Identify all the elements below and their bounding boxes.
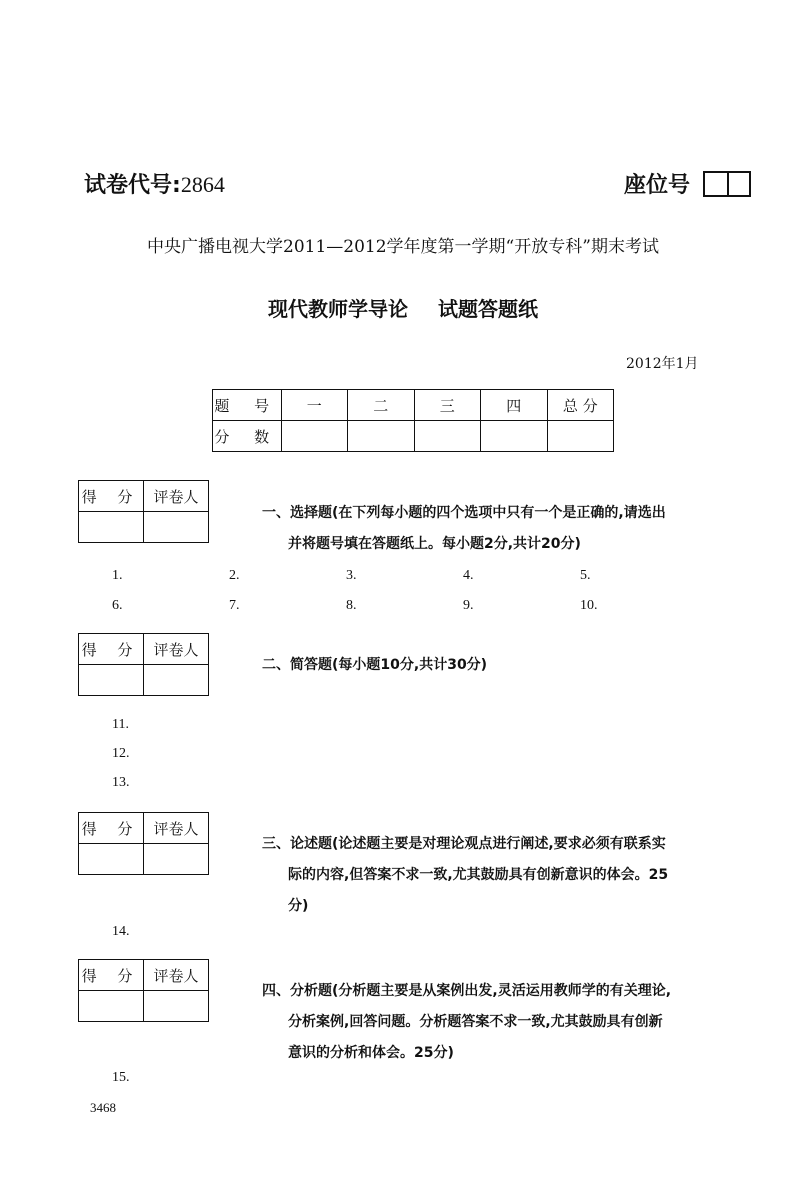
score-table	[212, 389, 614, 452]
grader-label: 评卷人	[144, 813, 209, 844]
score-label: 得 分	[79, 634, 144, 665]
score-table-header-row	[213, 390, 614, 421]
score-header-cell: 四	[481, 390, 547, 421]
grader-input-cell[interactable]	[144, 512, 209, 543]
paper-title	[0, 293, 806, 322]
grader-box-section-2	[78, 633, 209, 696]
grader-box-section-4	[78, 959, 209, 1022]
choice-number: 3.	[346, 568, 357, 583]
choice-number: 9.	[463, 598, 474, 613]
section-1-line-2: 并将题号填在答题纸上。每小题2分,共计20分)	[288, 536, 581, 552]
grader-box-section-3	[78, 812, 209, 875]
score-header-cell: 一	[281, 390, 347, 421]
score-table-score-row	[213, 421, 614, 452]
choice-number: 8.	[346, 598, 357, 613]
grader-input-cell[interactable]	[144, 844, 209, 875]
score-label: 得 分	[79, 960, 144, 991]
section-3-title	[262, 829, 668, 922]
seat-label: 座位号	[624, 173, 691, 198]
section-4-line-3: 意识的分析和体会。25分)	[288, 1045, 454, 1061]
score-input-cell[interactable]	[79, 991, 144, 1022]
short-answer-number: 12.	[112, 746, 130, 761]
score-row-label: 分 数	[213, 421, 282, 452]
score-header-cell: 二	[348, 390, 414, 421]
score-label: 得 分	[79, 481, 144, 512]
seat-number-box[interactable]	[703, 171, 751, 197]
section-1-title	[262, 498, 666, 560]
score-cell[interactable]	[547, 421, 614, 452]
grader-label: 评卷人	[144, 960, 209, 991]
score-cell[interactable]	[348, 421, 414, 452]
paper-code-label: 试卷代号:	[84, 173, 181, 198]
score-header-cell: 三	[414, 390, 480, 421]
paper-code	[84, 168, 225, 199]
sheet-title: 试题答题纸	[438, 297, 538, 321]
section-2-title	[262, 650, 487, 681]
grader-box-section-1	[78, 480, 209, 543]
footer-code: 3468	[90, 1100, 116, 1115]
choice-number: 5.	[580, 568, 591, 583]
exam-date: 2012年1月	[626, 356, 699, 372]
score-header-cell: 总 分	[547, 390, 614, 421]
score-input-cell[interactable]	[79, 665, 144, 696]
grader-label: 评卷人	[144, 481, 209, 512]
choice-number: 1.	[112, 568, 123, 583]
choice-number: 2.	[229, 568, 240, 583]
choice-number: 6.	[112, 598, 123, 613]
grader-label: 评卷人	[144, 634, 209, 665]
section-2-line-1: 二、简答题(每小题10分,共计30分)	[262, 657, 488, 673]
score-header-cell: 题 号	[213, 390, 282, 421]
section-3-line-2: 际的内容,但答案不求一致,尤其鼓励具有创新意识的体会。25	[288, 867, 669, 883]
score-cell[interactable]	[414, 421, 480, 452]
grader-input-cell[interactable]	[144, 665, 209, 696]
paper-code-number: 2864	[180, 172, 225, 197]
choice-number: 7.	[229, 598, 240, 613]
short-answer-number: 13.	[112, 775, 130, 790]
score-cell[interactable]	[481, 421, 547, 452]
score-input-cell[interactable]	[79, 844, 144, 875]
score-cell[interactable]	[281, 421, 347, 452]
short-answer-number: 11.	[112, 717, 129, 732]
section-4-title	[262, 976, 671, 1069]
score-label: 得 分	[79, 813, 144, 844]
grader-input-cell[interactable]	[144, 991, 209, 1022]
choice-number: 10.	[580, 598, 598, 613]
section-3-line-1: 三、论述题(论述题主要是对理论观点进行阐述,要求必须有联系实	[262, 836, 666, 852]
section-1-line-1: 一、选择题(在下列每小题的四个选项中只有一个是正确的,请选出	[262, 505, 666, 521]
section-4-line-1: 四、分析题(分析题主要是从案例出发,灵活运用教师学的有关理论,	[262, 983, 672, 999]
essay-number: 14.	[112, 924, 130, 939]
exam-title: 中央广播电视大学2011—2012学年度第一学期“开放专科”期末考试	[147, 237, 659, 257]
section-4-line-2: 分析案例,回答问题。分析题答案不求一致,尤其鼓励具有创新	[288, 1014, 663, 1030]
analysis-number: 15.	[112, 1070, 130, 1085]
section-3-line-3: 分)	[288, 898, 309, 914]
course-title: 现代教师学导论	[268, 297, 408, 321]
choice-number: 4.	[463, 568, 474, 583]
score-input-cell[interactable]	[79, 512, 144, 543]
